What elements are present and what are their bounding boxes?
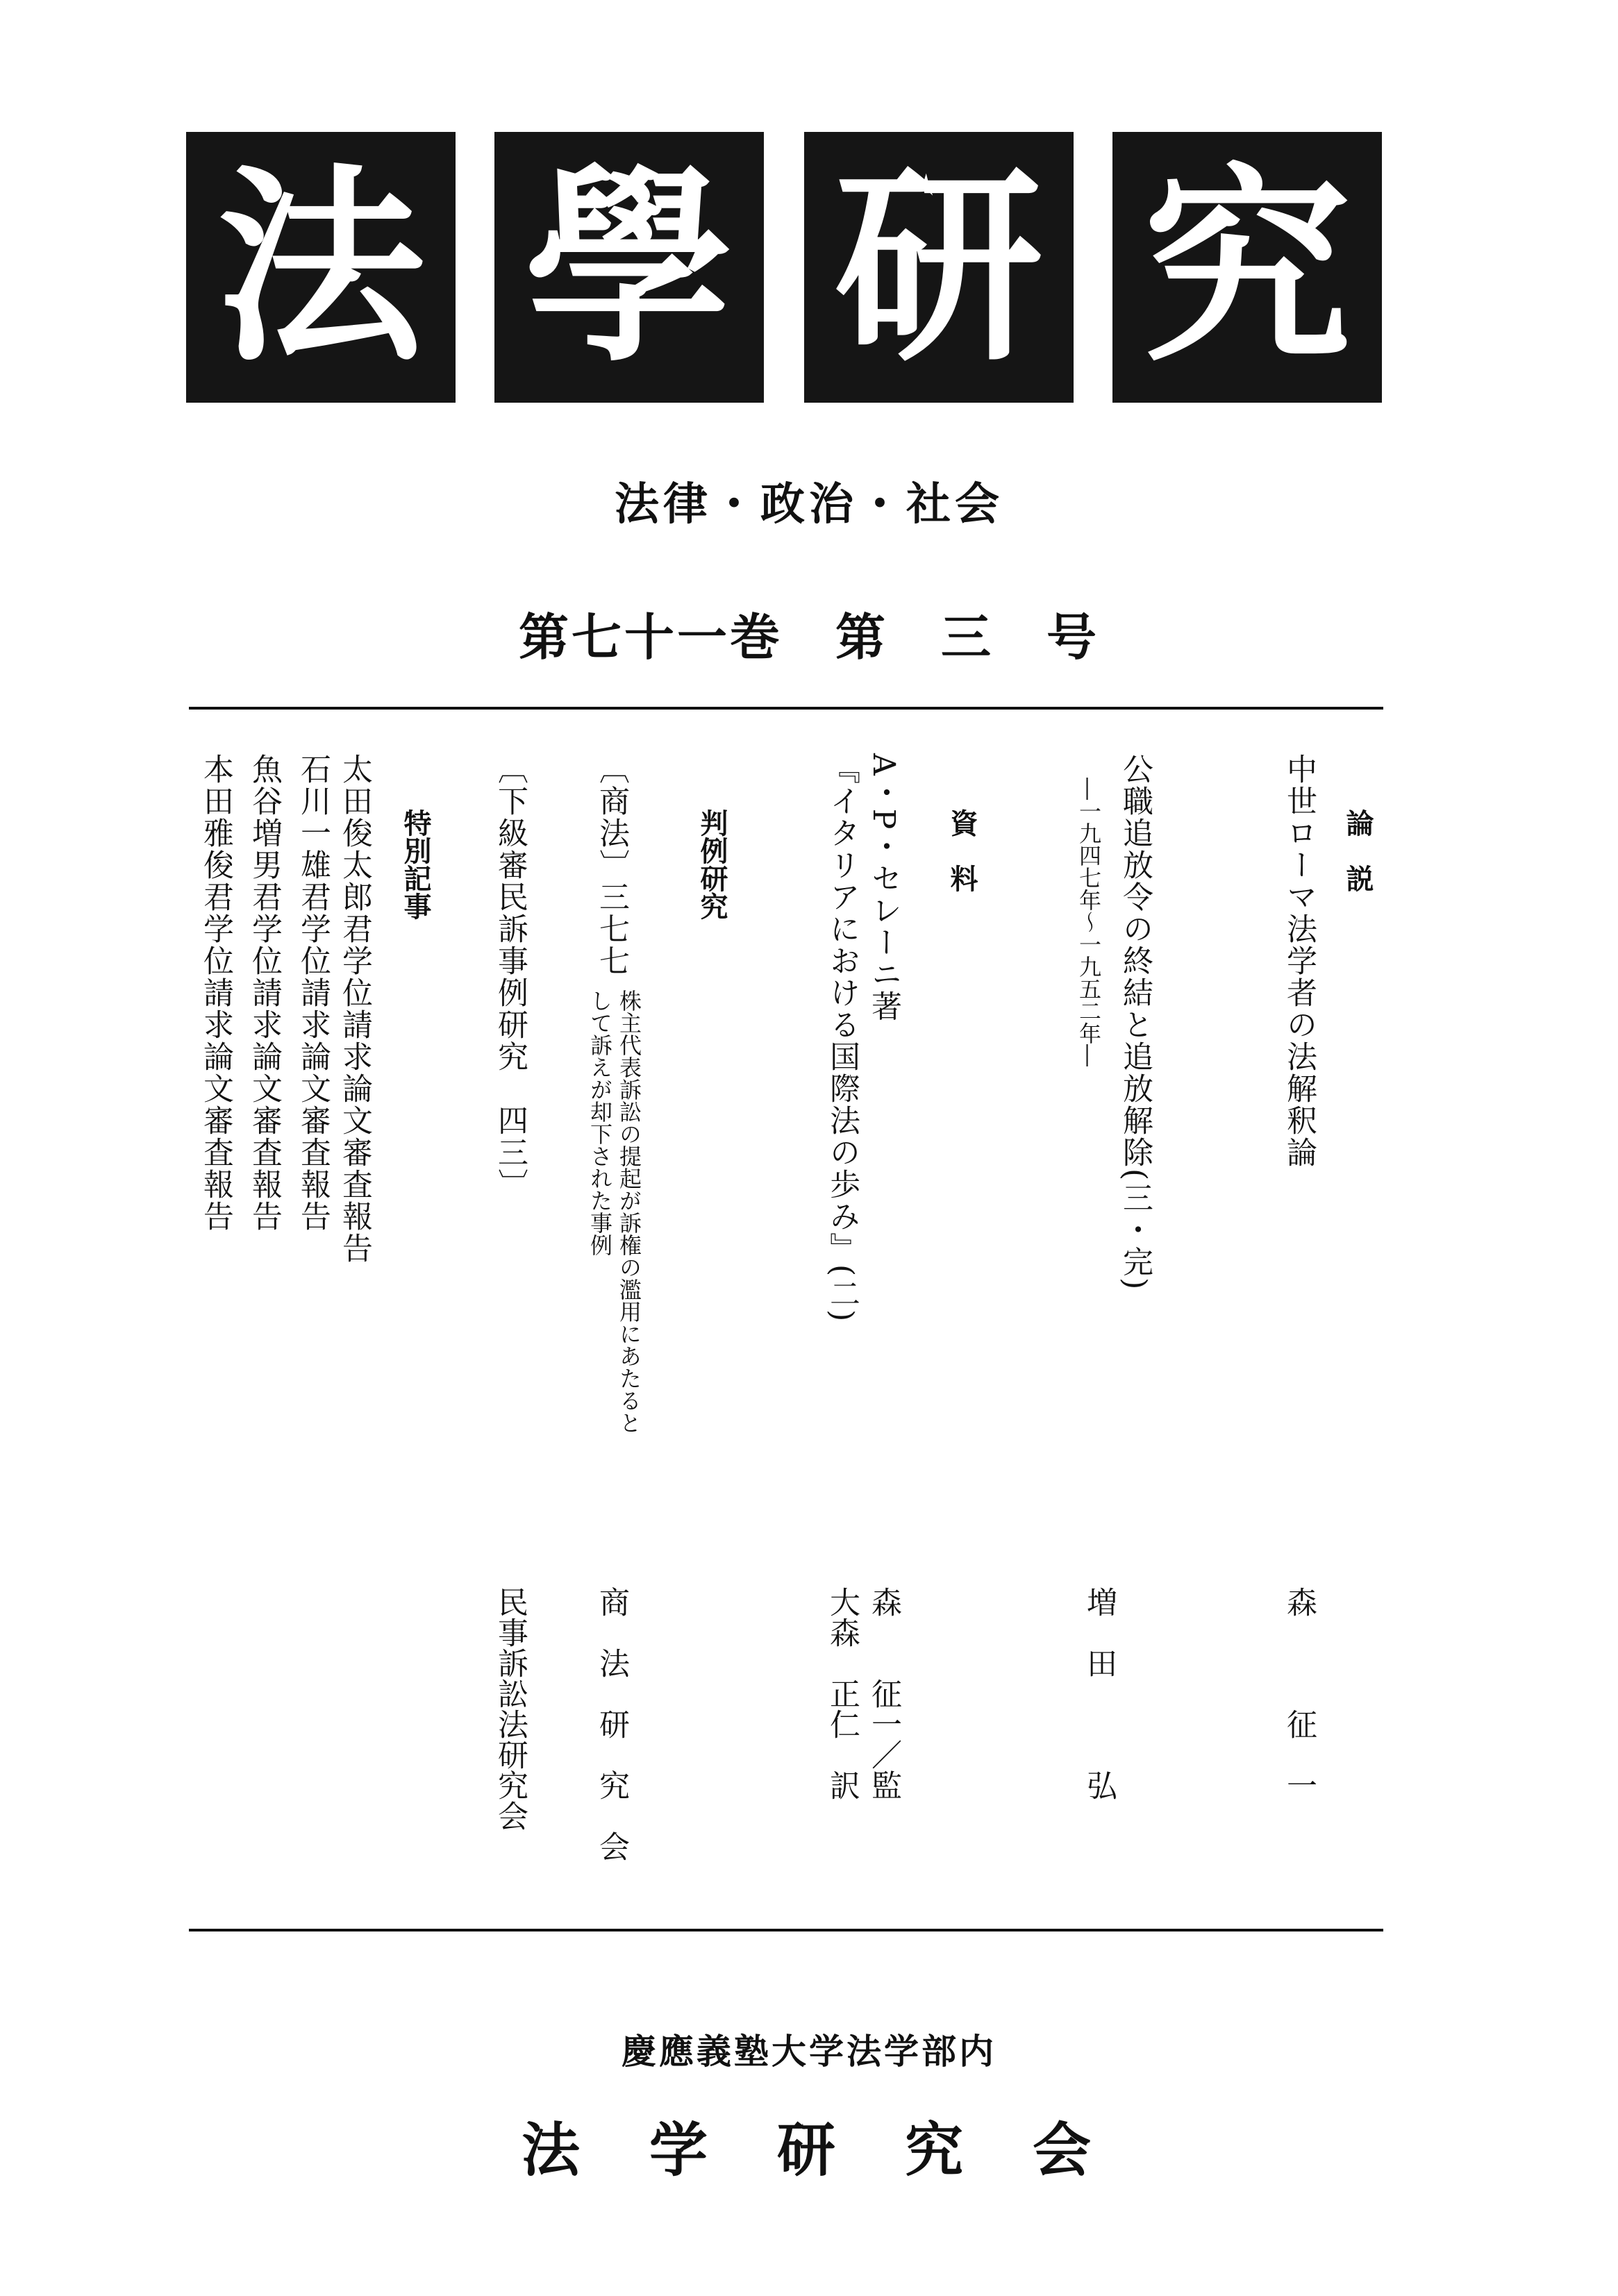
issue-number: 第七十一巻 第 三 号 xyxy=(518,608,1099,667)
article-4-subtitle-1: 株主代表訴訟の提起が訴権の濫用にあたると xyxy=(616,989,642,1434)
article-4-subtitle-2: して訴えが却下された事例 xyxy=(587,989,613,1256)
section-heading-hanrei: 判例研究 xyxy=(696,809,728,920)
article-2-title: 公職追放令の終結と追放解除(三・完) xyxy=(1117,753,1153,1291)
publisher-affiliation: 慶應義塾大学法学部内 xyxy=(622,2031,996,2072)
article-2-author: 増 田 弘 xyxy=(1081,1586,1117,1800)
report-2: 石川一雄君学位請求論文審査報告 xyxy=(295,753,331,1232)
article-3-author-2: 大森 正仁 訳 xyxy=(824,1586,860,1800)
top-divider xyxy=(189,707,1383,710)
report-4: 本田雅俊君学位請求論文審査報告 xyxy=(198,753,233,1232)
masthead-char-4: 究 xyxy=(1143,144,1351,389)
section-heading-shiryo: 資 料 xyxy=(946,809,978,892)
masthead-char-2: 學 xyxy=(525,144,733,389)
section-heading-ronsetsu: 論 説 xyxy=(1342,809,1374,892)
article-3-title: 『イタリアにおける国際法の歩み』(二) xyxy=(824,753,860,1323)
article-1-title: 中世ローマ法学者の法解釈論 xyxy=(1281,753,1317,1168)
article-3-translator-line: A・P・セレーニ著 xyxy=(866,753,901,1023)
article-1-author: 森 征 一 xyxy=(1281,1586,1317,1800)
report-3: 魚谷増男君学位請求論文審査報告 xyxy=(247,753,282,1232)
masthead-block-3 xyxy=(804,132,1074,403)
article-3-author-1: 森 征一／監 xyxy=(866,1586,901,1800)
article-5-title: 〔下級審民訴事例研究 四三〕 xyxy=(492,753,528,1200)
article-4-title: 〔商法〕三七七 xyxy=(594,753,629,977)
masthead-block-4 xyxy=(1112,132,1382,403)
masthead-block-1 xyxy=(186,132,456,403)
section-heading-tokubetsu: 特別記事 xyxy=(399,809,431,920)
article-2-subtitle: ―一九四七年～一九五二年― xyxy=(1076,778,1102,1066)
report-1: 太田俊太郎君学位請求論文審査報告 xyxy=(337,753,372,1264)
publisher-name: 法 学 研 究 会 xyxy=(521,2116,1096,2184)
masthead-char-1: 法 xyxy=(217,144,425,389)
masthead-char-3: 研 xyxy=(835,144,1043,389)
masthead-block-2 xyxy=(494,132,764,403)
journal-subtitle: 法律・政治・社会 xyxy=(615,479,1003,530)
bottom-divider xyxy=(189,1929,1383,1932)
article-5-author: 民事訴訟法研究会 xyxy=(492,1586,528,1831)
article-4-author: 商 法 研 究 会 xyxy=(594,1586,629,1861)
